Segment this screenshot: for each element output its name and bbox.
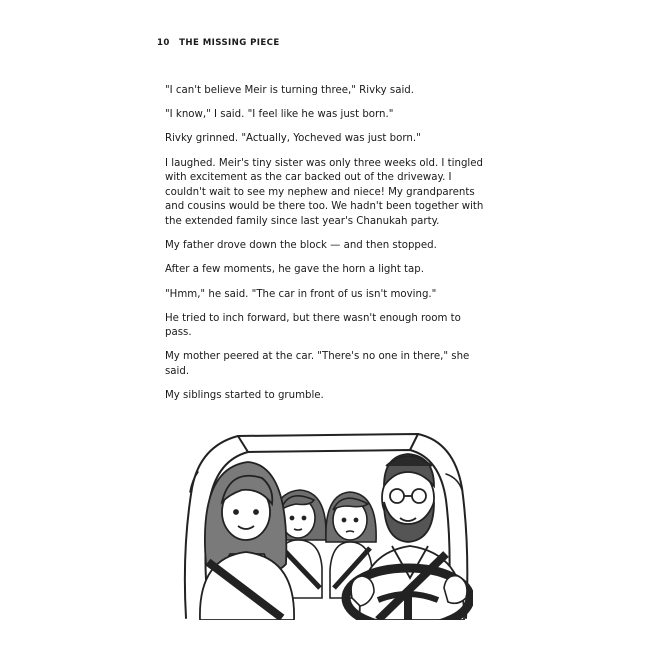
page-number: 10: [157, 38, 170, 48]
paragraph: My siblings started to grumble.: [165, 390, 324, 402]
paragraph: My father drove down the block — and then stopped.: [165, 240, 437, 252]
paragraph: I laughed. Meir's tiny sister was only three weeks old. I tingled with excitement as the car backed out of the driveway. I couldn't wait to see my nephew and niece! My grandparents and cousins would be there too. We hadn't been together with the extended family since last year's Chanukah party.: [165, 157, 484, 227]
paragraph: "Hmm," he said. "The car in front of us isn't moving.": [165, 288, 437, 300]
paragraph: He tried to inch forward, but there wasn't enough room to pass.: [165, 312, 461, 339]
car-family-illustration: [178, 428, 473, 620]
running-title: THE MISSING PIECE: [179, 38, 280, 48]
running-header: [157, 38, 280, 48]
paragraph: After a few moments, he gave the horn a light tap.: [165, 264, 424, 276]
paragraph: Rivky grinned. "Actually, Yocheved was just born.": [165, 133, 421, 145]
mother-figure: [200, 462, 294, 620]
story-text: [165, 84, 485, 413]
paragraph: "I know," I said. "I feel like he was just born.": [165, 109, 394, 121]
paragraph: "I can't believe Meir is turning three," Rivky said.: [165, 85, 415, 96]
paragraph: My mother peered at the car. "There's no one in there," she said.: [165, 351, 470, 378]
